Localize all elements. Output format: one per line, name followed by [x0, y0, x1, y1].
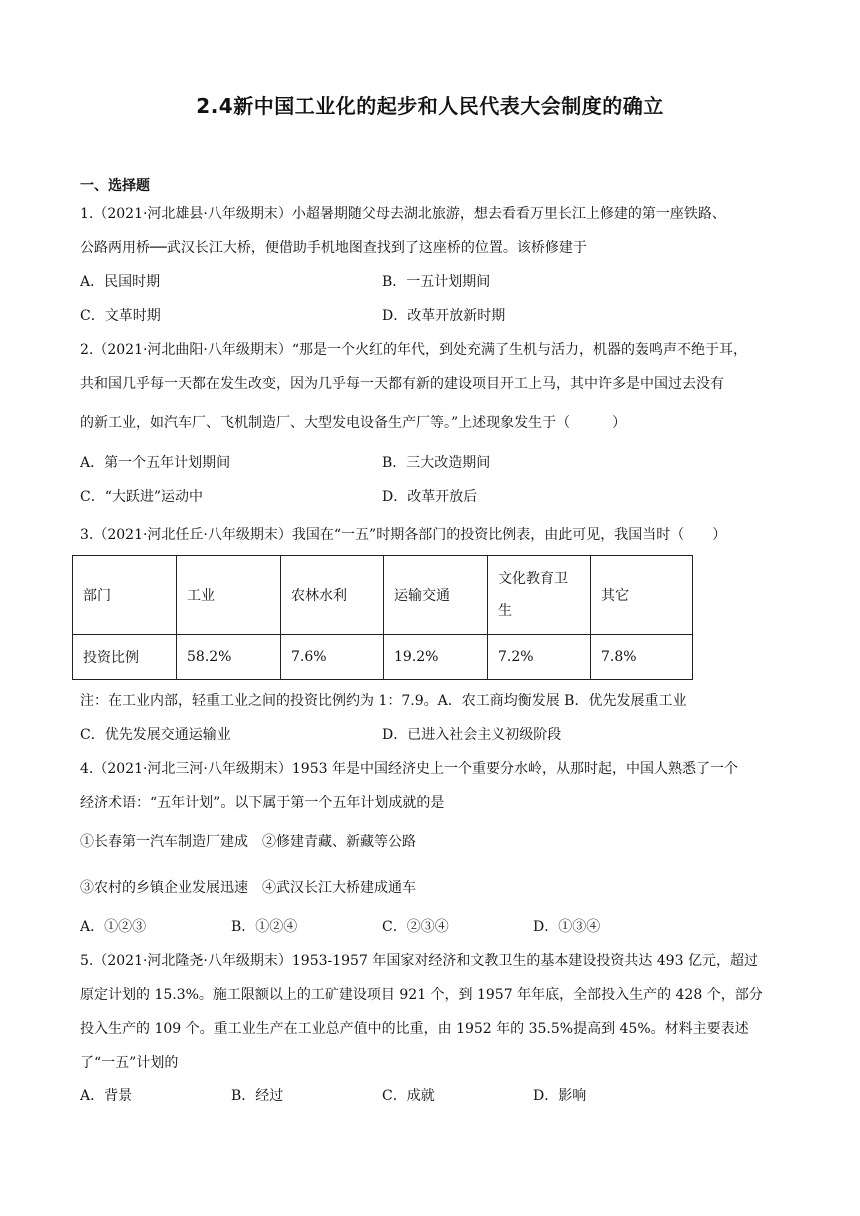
question-5-option-b: B．经过 — [231, 1088, 284, 1104]
question-5-option-c: C．成就 — [382, 1088, 435, 1104]
question-4-stem-line-1: 4.（2021·河北三河·八年级期末）1953 年是中国经济史上一个重要分水岭，从那时起，中国人熟悉了一个 — [80, 761, 738, 777]
question-1-option-c: C．文革时期 — [80, 308, 161, 324]
question-2-stem-line-3: 的新工业，如汽车厂、飞机制造厂、大型发电设备生产厂等。”上述现象发生于（ ） — [80, 415, 627, 431]
question-5-stem-line-1: 5.（2021·河北隆尧·八年级期末）1953-1957 年国家对经济和文教卫生的基本建设投资共达 493 亿元，超过 — [80, 953, 758, 969]
question-4-option-d: D．①③④ — [533, 919, 601, 935]
question-2-stem-line-1: 2.（2021·河北曲阳·八年级期末）“那是一个火红的年代，到处充满了生机与活力，机器的轰鸣声不绝于耳， — [80, 342, 748, 358]
question-5-stem-line-3: 投入生产的 109 个。重工业生产在工业总产值中的比重，由 1952 年的 35.5%提高到 45%。材料主要表述 — [80, 1021, 749, 1037]
table-cell: 19.2% — [384, 635, 488, 680]
question-1-option-b: B．一五计划期间 — [382, 274, 491, 290]
question-5-stem-line-2: 原定计划的 15.3%。施工限额以上的工矿建设项目 921 个，到 1957 年年底，全部投入生产的 428 个，部分 — [80, 987, 763, 1003]
table-cell: 投资比例 — [73, 635, 177, 680]
investment-table — [72, 555, 693, 680]
question-5-stem-line-4: 了“一五”计划的 — [80, 1055, 179, 1071]
table-cell: 58.2% — [177, 635, 281, 680]
question-2-option-b: B．三大改造期间 — [382, 455, 491, 471]
question-3-note: 注：在工业内部，轻重工业之间的投资比例约为 1：7.9。A．农工商均衡发展 B．优先发展重工业 — [80, 693, 687, 709]
question-2-option-a: A．第一个五年计划期间 — [80, 455, 231, 471]
question-4-items-line-2: ③农村的乡镇企业发展迅速 ④武汉长江大桥建成通车 — [80, 880, 416, 896]
table-header-cell: 部门 — [73, 556, 177, 635]
table-cell: 7.6% — [281, 635, 384, 680]
question-1-stem-line-1: 1.（2021·河北雄县·八年级期末）小超暑期随父母去湖北旅游，想去看看万里长江上修建的第一座铁路、 — [80, 206, 726, 222]
question-4-stem-line-2: 经济术语：“五年计划”。以下属于第一个五年计划成就的是 — [80, 795, 445, 811]
question-3-option-c: C．优先发展交通运输业 — [80, 727, 231, 743]
question-2-option-c: C．“大跃进”运动中 — [80, 489, 204, 505]
section-heading: 一、选择题 — [80, 178, 150, 194]
table-header-row — [73, 556, 693, 635]
question-4-option-a: A．①②③ — [80, 919, 147, 935]
table-header-cell: 运输交通 — [384, 556, 488, 635]
question-2-option-d: D．改革开放后 — [382, 489, 478, 505]
question-5-option-d: D．影响 — [533, 1088, 587, 1104]
table-header-cell: 农林水利 — [281, 556, 384, 635]
question-3-stem-line-1: 3.（2021·河北任丘·八年级期末）我国在“一五”时期各部门的投资比例表，由此可见，我国当时（ ） — [80, 527, 727, 543]
table-header-cell: 其它 — [591, 556, 693, 635]
question-2-stem-line-2: 共和国几乎每一天都在发生改变，因为几乎每一天都有新的建设项目开工上马，其中许多是中国过去没有 — [80, 376, 724, 392]
table-row — [73, 635, 693, 680]
question-4-items-line-1: ①长春第一汽车制造厂建成 ②修建青藏、新藏等公路 — [80, 834, 416, 850]
table-header-cell: 文化教育卫生 — [488, 556, 591, 635]
table-cell: 7.2% — [488, 635, 591, 680]
question-1-option-d: D．改革开放新时期 — [382, 308, 506, 324]
question-1-option-a: A．民国时期 — [80, 274, 161, 290]
question-5-option-a: A．背景 — [80, 1088, 133, 1104]
page-title: 2.4新中国工业化的起步和人民代表大会制度的确立 — [196, 94, 664, 118]
table-cell: 7.8% — [591, 635, 693, 680]
question-1-stem-line-2: 公路两用桥──武汉长江大桥，便借助手机地图查找到了这座桥的位置。该桥修建于 — [80, 240, 587, 256]
question-4-option-b: B．①②④ — [231, 919, 298, 935]
question-3-option-d: D．已进入社会主义初级阶段 — [382, 727, 562, 743]
question-4-option-c: C．②③④ — [382, 919, 449, 935]
table-header-cell: 工业 — [177, 556, 281, 635]
